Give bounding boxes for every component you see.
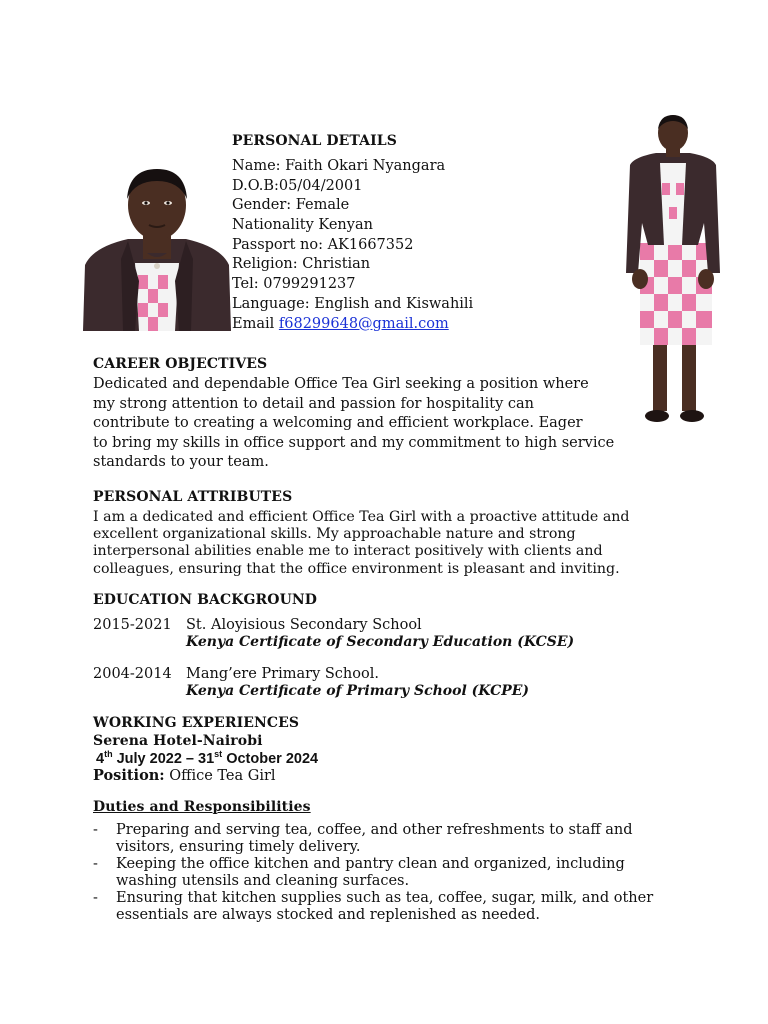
- personal-details-heading: PERSONAL DETAILS: [232, 133, 397, 149]
- attributes-line: excellent organizational skills. My approachable nature and strong: [93, 526, 576, 543]
- attributes-line: interpersonal abilities enable me to interact positively with clients and: [93, 543, 603, 560]
- duty-line: Ensuring that kitchen supplies such as tea, coffee, sugar, milk, and other: [116, 890, 654, 906]
- working-experiences-heading: WORKING EXPERIENCES: [93, 715, 300, 731]
- duty-line: visitors, ensuring timely delivery.: [116, 839, 361, 856]
- duty-line: Keeping the office kitchen and pantry clean and organized, including: [116, 856, 625, 872]
- career-line: contribute to creating a welcoming and efficient workplace. Eager: [93, 415, 583, 432]
- position-value: Office Tea Girl: [164, 768, 276, 784]
- detail-religion: Religion: Christian: [232, 256, 371, 273]
- portrait-photo: [83, 163, 231, 331]
- email-label: Email: [232, 315, 275, 332]
- detail-language: Language: English and Kiswahili: [232, 295, 474, 312]
- attributes-line: I am a dedicated and efficient Office Tea Girl with a proactive attitude and: [93, 509, 630, 525]
- end-suffix: st: [214, 749, 223, 759]
- detail-tel: Tel: 0799291237: [232, 276, 356, 293]
- duty-line: essentials are always stocked and replenished as needed.: [116, 907, 540, 924]
- education-years: 2015-2021: [93, 617, 172, 633]
- career-line: to bring my skills in office support and my commitment to high service: [93, 434, 615, 451]
- duty-line: Preparing and serving tea, coffee, and other refreshments to staff and: [116, 822, 633, 838]
- employment-dates: [96, 749, 318, 767]
- bullet: -: [93, 856, 98, 872]
- detail-email: [232, 315, 473, 335]
- detail-passport: Passport no: AK1667352: [232, 236, 414, 253]
- career-line: standards to your team.: [93, 454, 269, 471]
- detail-name: Name: Faith Okari Nyangara: [232, 158, 446, 174]
- detail-dob: D.O.B:05/04/2001: [232, 177, 363, 194]
- duty-item: [93, 822, 693, 856]
- career-objectives-heading: CAREER OBJECTIVES: [93, 356, 268, 372]
- education-entry: [93, 616, 693, 651]
- duty-item: [93, 890, 693, 924]
- education-award: Kenya Certificate of Secondary Education (KCSE): [186, 634, 575, 650]
- career-line: my strong attention to detail and passion for hospitality can: [93, 395, 534, 412]
- duty-line: washing utensils and cleaning surfaces.: [116, 873, 410, 890]
- start-day: 4: [96, 750, 105, 767]
- education-entry: [93, 665, 693, 700]
- start-suffix: th: [104, 749, 113, 759]
- career-objectives-text: [93, 375, 653, 473]
- career-line: Dedicated and dependable Office Tea Girl seeking a position where: [93, 376, 589, 392]
- personal-details-list: [232, 157, 473, 334]
- detail-nationality: Nationality Kenyan: [232, 217, 373, 234]
- position-label: Position:: [93, 767, 165, 784]
- education-years: 2004-2014: [93, 666, 172, 682]
- bullet: -: [93, 890, 98, 906]
- start-rest: July 2022 – 31: [112, 750, 215, 767]
- duties-heading: Duties and Responsibilities: [93, 799, 311, 815]
- email-link[interactable]: f68299648@gmail.com: [278, 315, 449, 332]
- position-line: [93, 766, 276, 787]
- attributes-line: colleagues, ensuring that the office environment is pleasant and inviting.: [93, 560, 620, 577]
- end-rest: October 2024: [222, 750, 319, 767]
- detail-gender: Gender: Female: [232, 197, 350, 214]
- duty-item: [93, 856, 693, 890]
- education-school: St. Aloyisious Secondary School: [186, 617, 422, 633]
- employer-name: Serena Hotel-Nairobi: [93, 733, 263, 749]
- bullet: -: [93, 822, 98, 838]
- education-school: Mang’ere Primary School.: [186, 666, 379, 682]
- education-heading: EDUCATION BACKGROUND: [93, 592, 318, 608]
- personal-attributes-heading: PERSONAL ATTRIBUTES: [93, 489, 293, 505]
- education-award: Kenya Certificate of Primary School (KCPE): [186, 683, 530, 699]
- personal-attributes-text: [93, 509, 693, 578]
